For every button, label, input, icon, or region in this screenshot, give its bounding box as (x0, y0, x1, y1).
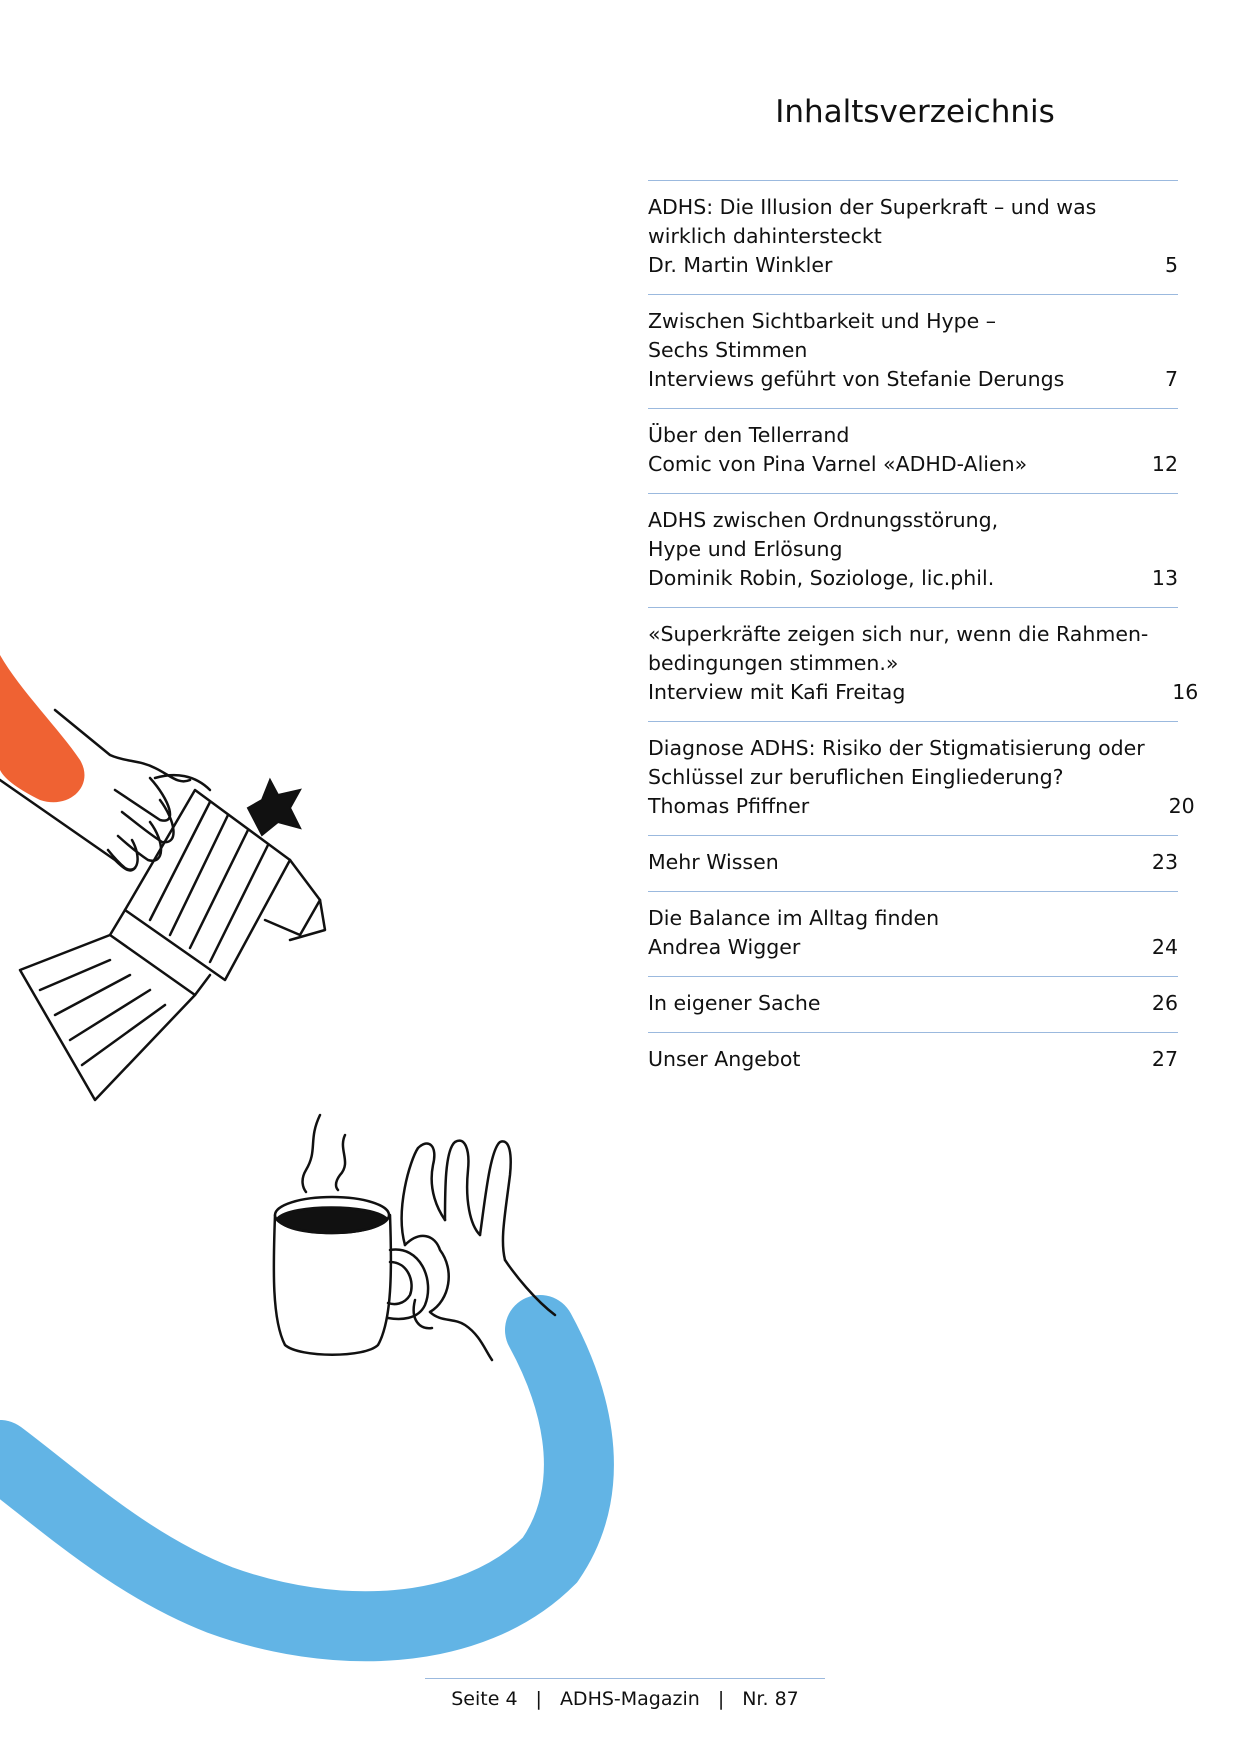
toc-entry-line: ADHS zwischen Ordnungsstörung, (648, 508, 999, 532)
page-footer (425, 1688, 825, 1710)
toc-entry-text (648, 904, 1148, 962)
toc-entry-text (648, 421, 1148, 479)
blue-arm-shape (0, 1330, 579, 1626)
toc-entry-page: 16 (1172, 680, 1199, 704)
footer-magazine-name: ADHS-Magazin (559, 1688, 700, 1710)
toc-entry-text (648, 989, 1148, 1018)
toc-entry-text (648, 193, 1148, 280)
toc-entry-page: 7 (1164, 367, 1178, 391)
toc-entry-text (648, 848, 1148, 877)
toc-entry-line: In eigener Sache (648, 991, 821, 1015)
toc-entry-line: Die Balance im Alltag finden (648, 906, 940, 930)
footer-separator: | (535, 1688, 542, 1710)
toc-entry-page: 13 (1151, 566, 1178, 590)
toc-entry-page: 27 (1151, 1047, 1178, 1071)
toc-entry[interactable] (648, 892, 1178, 977)
toc-entry-text (648, 1045, 1148, 1074)
toc-title: Inhaltsverzeichnis (775, 94, 1055, 130)
toc-entry-text (648, 307, 1148, 394)
toc-entry-line: Zwischen Sichtbarkeit und Hype – (648, 309, 997, 333)
orange-arm-shape (0, 655, 84, 802)
toc-entry-page: 5 (1164, 253, 1178, 277)
footer-divider (425, 1678, 825, 1679)
toc-entry[interactable] (648, 494, 1178, 608)
toc-entry-line: Dr. Martin Winkler (648, 253, 833, 277)
footer-page-number: Seite 4 (451, 1688, 518, 1710)
toc-entry-line: Mehr Wissen (648, 850, 779, 874)
toc-entry-line: Comic von Pina Varnel «ADHD-Alien» (648, 452, 1028, 476)
toc-entry-line: Andrea Wigger (648, 935, 801, 959)
toc-entry-line: Unser Angebot (648, 1047, 801, 1071)
toc-entry[interactable] (648, 181, 1178, 295)
toc-list (648, 180, 1199, 1088)
toc-entry-text (648, 734, 1165, 821)
toc-entry-page: 24 (1151, 935, 1178, 959)
toc-entry-line: Interview mit Kafi Freitag (648, 680, 906, 704)
toc-entry-text (648, 506, 1148, 593)
toc-entry[interactable] (648, 295, 1178, 409)
coffee-mug-icon (274, 1197, 428, 1355)
steam-icon (303, 1115, 346, 1192)
toc-entry[interactable] (648, 409, 1178, 494)
toc-entry[interactable] (648, 977, 1178, 1033)
toc-entry-page: 23 (1151, 850, 1178, 874)
footer-issue-number: Nr. 87 (742, 1688, 799, 1710)
toc-entry-page: 20 (1168, 794, 1195, 818)
toc-entry-page: 26 (1151, 991, 1178, 1015)
toc-entry-line: Thomas Pfiffner (648, 794, 810, 818)
toc-entry[interactable] (648, 608, 1199, 722)
toc-entry-line: wirklich dahintersteckt (648, 224, 882, 248)
footer-separator: | (717, 1688, 725, 1710)
toc-entry-line: «Superkräfte zeigen sich nur, wenn die Rahmen- (648, 622, 1149, 646)
toc-entry-line: Sechs Stimmen (648, 338, 808, 362)
toc-entry-line: Schlüssel zur beruflichen Eingliederung? (648, 765, 1064, 789)
toc-entry-line: Über den Tellerrand (648, 423, 850, 447)
toc-entry[interactable] (648, 836, 1178, 892)
toc-entry[interactable] (648, 1033, 1178, 1088)
toc-entry-page: 12 (1151, 452, 1178, 476)
toc-entry-line: Diagnose ADHS: Risiko der Stigmatisierung oder (648, 736, 1145, 760)
moka-pot-knob-icon (248, 780, 300, 835)
toc-entry-line: bedingungen stimmen.» (648, 651, 899, 675)
toc-entry-line: Interviews geführt von Stefanie Derungs (648, 367, 1065, 391)
toc-entry-line: ADHS: Die Illusion der Superkraft – und was (648, 195, 1097, 219)
toc-entry-text (648, 620, 1168, 707)
toc-entry-line: Dominik Robin, Soziologe, lic.phil. (648, 566, 995, 590)
toc-entry-line: Hype und Erlösung (648, 537, 843, 561)
toc-entry[interactable] (648, 722, 1195, 836)
